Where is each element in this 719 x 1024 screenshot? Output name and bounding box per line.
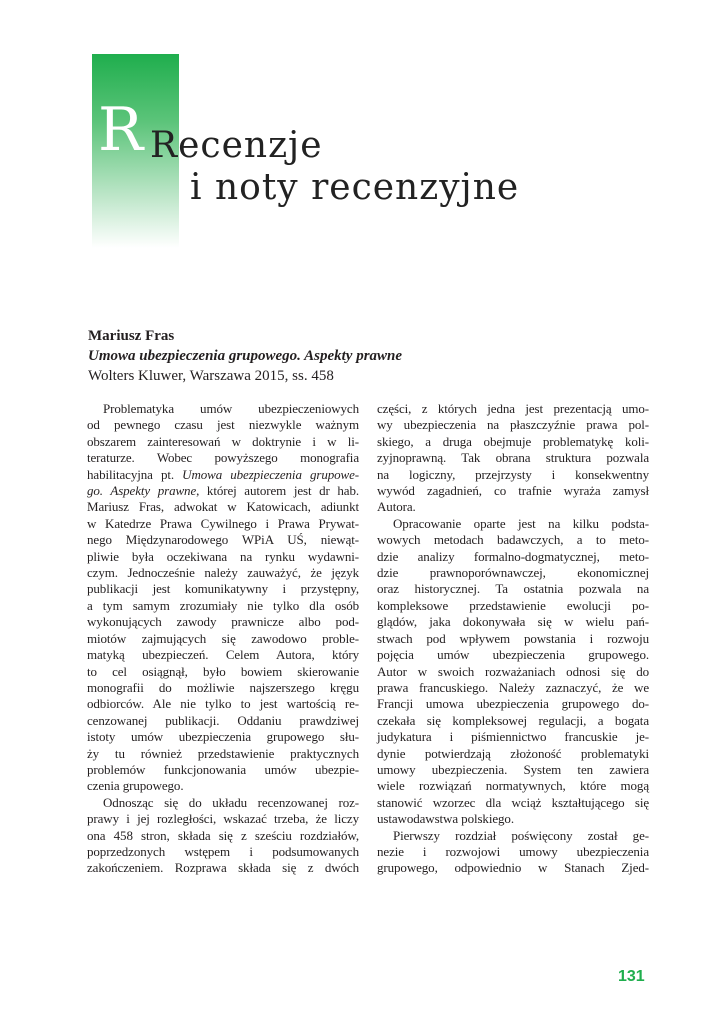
text: pojęcia umów ubezpieczenia grupowego. (377, 647, 649, 663)
text-line (377, 483, 649, 499)
text-line (377, 581, 649, 597)
text: wowych metodach badawczych, a to meto- (377, 532, 649, 548)
text: poprzedzonych wstępem i podsumowanych (87, 843, 359, 859)
text-line (377, 565, 649, 581)
text-line (377, 795, 649, 811)
text-line (377, 828, 649, 844)
text: monografii do możliwie najszerszego kręgu (87, 679, 359, 695)
text: czym. Jednocześnie należy zauważyć, że język (87, 565, 359, 581)
text-line (87, 778, 359, 794)
text-line (377, 664, 649, 680)
text: wy ubezpieczenia na płaszczyźnie prawa pol- (377, 417, 649, 433)
text-line (87, 844, 359, 860)
text-line (87, 762, 359, 778)
text: wywód zagadnień, co trafnie wyraża zamysł (377, 483, 649, 499)
text-line (87, 532, 359, 548)
text: w Katedrze Prawa Cywilnego i Prawa Prywat- (87, 515, 359, 531)
text: umowy ubezpieczenia. System ten zawiera (377, 761, 649, 777)
text-line (377, 532, 649, 548)
text-line (377, 762, 649, 778)
text-line (377, 549, 649, 565)
text: ży tu również przedstawienie praktycznych (87, 745, 359, 761)
book-publisher: Wolters Kluwer, Warszawa 2015, ss. 458 (88, 368, 334, 384)
section-title-line-1: Recenzje (150, 125, 323, 166)
text: matyką ubezpieczeń. Celem Autora, który (87, 647, 359, 663)
text-line (87, 614, 359, 630)
text: kompleksowe przedstawienie ewolucji po- (377, 597, 649, 613)
text-line (377, 450, 649, 466)
text: stwach pod wpływem powstania i rozwoju (377, 630, 649, 646)
text-line (87, 696, 359, 712)
text-line (87, 598, 359, 614)
text: to cel osiągnął, było bowiem skierowanie (87, 663, 359, 679)
text-line (377, 860, 649, 876)
text-line (87, 565, 359, 581)
text-line (377, 417, 649, 433)
text: czekała się kompleksowej regulacji, a bogata (377, 712, 649, 728)
text: części, z których jedna jest prezentacją umo- (377, 401, 649, 416)
text: judykatura i piśmiennictwo francuskie je- (377, 729, 649, 745)
text-line (87, 664, 359, 680)
text: istoty umów ubezpieczenia grupowego słu- (87, 729, 359, 745)
text: Autora. (377, 499, 416, 515)
text: obszarem zainteresowań w doktrynie i w li- (87, 433, 359, 449)
text-line (87, 680, 359, 696)
text: Opracowanie oparte jest na kilku podsta- (393, 515, 649, 531)
text: wiele rozwiązań normatywnych, które mogą (377, 778, 649, 794)
text-line (377, 647, 649, 663)
text: dzie prawnoporównawczej, ekonomicznej (377, 565, 649, 581)
text: zyjnoprawną. Tak obrana struktura pozwala (377, 450, 649, 466)
text-line (87, 434, 359, 450)
text-line (87, 729, 359, 745)
text-column-right (377, 401, 649, 877)
text: , której autorem jest dr hab. (196, 483, 359, 499)
text: cenzowanej publikacji. Oddaniu prawdziwej (87, 712, 359, 728)
text: na logiczny, przejrzysty i konsekwentny (377, 466, 649, 482)
text: ustawodawstwa polskiego. (377, 811, 514, 827)
text: habilitacyjna pt. (87, 466, 183, 482)
text: prawy i jej rozległości, wskazać trzeba, że liczy (87, 811, 359, 827)
text: nego Międzynarodowego WPiA UŚ, niewąt- (87, 532, 359, 548)
text: od pewnego czasu jest niezwykle ważnym (87, 417, 359, 433)
book-title: Umowa ubezpieczenia grupowego. Aspekty prawne (88, 348, 403, 364)
text-line (377, 516, 649, 532)
text: odbiorców. Ale nie tylko to jest wartością re- (87, 696, 359, 712)
text: czenia grupowego. (87, 778, 184, 794)
text-line (377, 680, 649, 696)
text-line (87, 746, 359, 762)
text-line (377, 631, 649, 647)
text: Mariusz Fras, adwokat w Katowicach, adiunkt (87, 499, 359, 515)
text-line (377, 778, 649, 794)
text-line (377, 434, 649, 450)
text-column-left (87, 401, 359, 877)
text-line (87, 401, 359, 417)
text: dzie analizy formalno-dogmatycznej, meto- (377, 548, 649, 564)
text: wykonujących zawody prawnicze albo pod- (87, 614, 359, 630)
text-line (87, 417, 359, 433)
text-line (87, 647, 359, 663)
text-line (377, 467, 649, 483)
italic-text: go. Aspekty prawne (87, 483, 197, 499)
text-line (377, 844, 649, 860)
text-line (87, 516, 359, 532)
text: prawa francuskiego. Należy zaznaczyć, że we (377, 679, 649, 695)
text: a tym samym zrozumiały nie tylko dla osób (87, 597, 359, 613)
text-line (87, 811, 359, 827)
text: teraturze. Wobec powyższego monografia (87, 450, 359, 466)
text-line (87, 713, 359, 729)
text-line (377, 713, 649, 729)
text: glądów, jaka dokonywała się w wielu pań- (377, 614, 649, 630)
text: dynie potwierdzają złożoność problematyki (377, 745, 649, 761)
text: publikacji jest komunikatywny i przystępny, (87, 581, 359, 597)
text: ona 458 stron, składa się z sześciu rozdziałów, (87, 827, 359, 843)
text: Problematyka umów ubezpieczeniowych (103, 401, 359, 416)
section-title-line-2: i noty recenzyjne (190, 167, 520, 208)
text-line (87, 450, 359, 466)
text-line (377, 598, 649, 614)
text-line (377, 401, 649, 417)
text-line (87, 499, 359, 515)
text: skiego, a druga obejmuje problematykę koli- (377, 433, 649, 449)
text-line (377, 614, 649, 630)
text: Pierwszy rozdział poświęcony został ge- (393, 827, 649, 843)
text: Odnosząc się do układu recenzowanej roz- (103, 794, 359, 810)
text: stanowić wzorzec dla wciąż kształtującego się (377, 794, 649, 810)
text-line (377, 696, 649, 712)
text: pliwie była oczekiwana na rynku wydawni- (87, 548, 359, 564)
text: nezie i rozwojowi umowy ubezpieczenia (377, 843, 649, 859)
text-line (87, 483, 359, 499)
text-line (377, 746, 649, 762)
text: oraz historycznej. Ta ostatnia pozwala na (377, 581, 649, 597)
italic-text: Umowa ubezpieczenia grupowe- (182, 466, 360, 482)
text-line (87, 549, 359, 565)
text: miotów zajmujących się zawodowo proble- (87, 630, 359, 646)
text: problemów funkcjonowania umów ubezpie- (87, 761, 359, 777)
text: Autor w swoich rozważaniach odnosi się do (377, 663, 649, 679)
page-number: 131 (618, 968, 645, 985)
reviewed-book-info (88, 326, 402, 386)
book-author: Mariusz Fras (88, 328, 175, 344)
section-initial-letter: R (98, 95, 144, 165)
text-line (377, 499, 649, 515)
text-line (87, 860, 359, 876)
text-line (377, 811, 649, 827)
text-line (87, 828, 359, 844)
text-line (87, 581, 359, 597)
text-line (377, 729, 649, 745)
text-line (87, 467, 359, 483)
text: grupowego, odpowiednio w Stanach Zjed- (377, 860, 649, 876)
text: Francji umowa ubezpieczenia grupowego do- (377, 696, 649, 712)
text: zakończeniem. Rozprawa składa się z dwóch (87, 860, 359, 876)
text-line (87, 631, 359, 647)
text-line (87, 795, 359, 811)
